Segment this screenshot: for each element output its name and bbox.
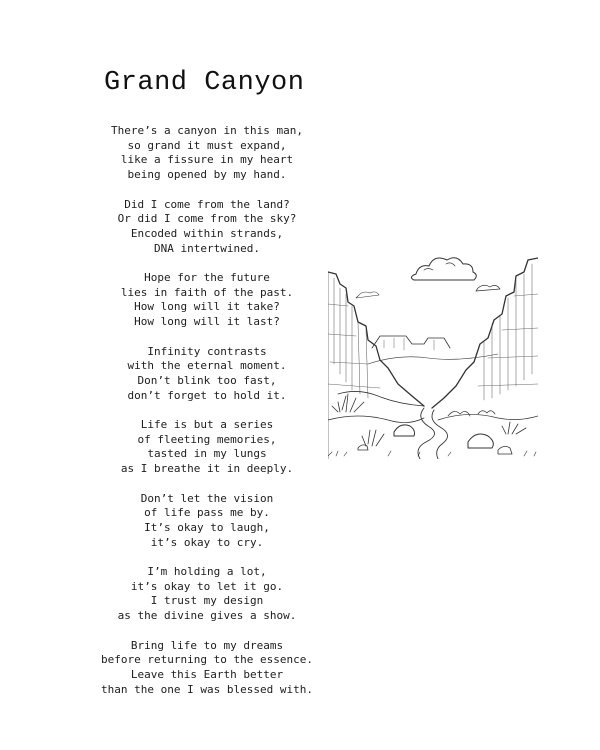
poem-line: There’s a canyon in this man, (110, 124, 304, 137)
poem-line: Don’t blink too fast, (137, 373, 277, 387)
poem-line: than the one I was blessed with. (101, 682, 313, 696)
poem-line: How long will it take? (134, 300, 280, 314)
poem-line: lies in faith of the past. (120, 285, 294, 299)
poem-stanza (86, 345, 328, 404)
poem-line: so grand it must expand, (127, 138, 287, 152)
poem-line: Hope for the future (144, 271, 270, 284)
poem-stanza (86, 198, 328, 257)
canyon-line-drawing-icon (328, 244, 538, 459)
poem-line: don’t forget to hold it. (127, 388, 287, 402)
poem-line: Bring life to my dreams (130, 638, 284, 652)
poem-line: with the eternal moment. (127, 359, 287, 373)
poem-stanza (86, 639, 328, 698)
poem-body (86, 124, 328, 697)
poem-line: of life pass me by. (144, 506, 270, 520)
page-title: Grand Canyon (104, 68, 305, 98)
poem-stanza (86, 418, 328, 477)
poem-line: it’s okay to let it go. (130, 579, 284, 593)
poem-line: Don’t let the vision (140, 491, 274, 505)
poem-line: before returning to the essence. (101, 653, 313, 667)
poem-line: like a fissure in my heart (120, 153, 294, 167)
poem-line: of fleeting memories, (137, 432, 277, 446)
poem-stanza (86, 565, 328, 624)
poem-stanza (86, 271, 328, 330)
poem-line: tasted in my lungs (147, 447, 267, 461)
poem-line: Leave this Earth better (130, 667, 284, 681)
poem-line: as the divine gives a show. (117, 609, 297, 623)
poem-line: I’m holding a lot, (147, 565, 267, 578)
poem-line: It’s okay to laugh, (144, 520, 270, 534)
poem-line: Encoded within strands, (130, 226, 284, 240)
canyon-illustration (328, 244, 538, 459)
poem-line: I trust my design (150, 594, 264, 608)
poem-stanza (86, 124, 328, 183)
poem-line: being opened by my hand. (127, 168, 287, 182)
poem-line: Or did I come from the sky? (117, 212, 297, 226)
poem-line: Life is but a series (140, 418, 274, 431)
poem-line: as I breathe it in deeply. (120, 462, 294, 476)
poem-stanza (86, 492, 328, 551)
poem-line: Did I come from the land? (124, 197, 290, 211)
poem-line: How long will it last? (134, 315, 280, 329)
poem-line: it’s okay to cry. (150, 535, 264, 549)
poem-line: DNA intertwined. (154, 241, 260, 255)
poem-line: Infinity contrasts (147, 344, 267, 358)
